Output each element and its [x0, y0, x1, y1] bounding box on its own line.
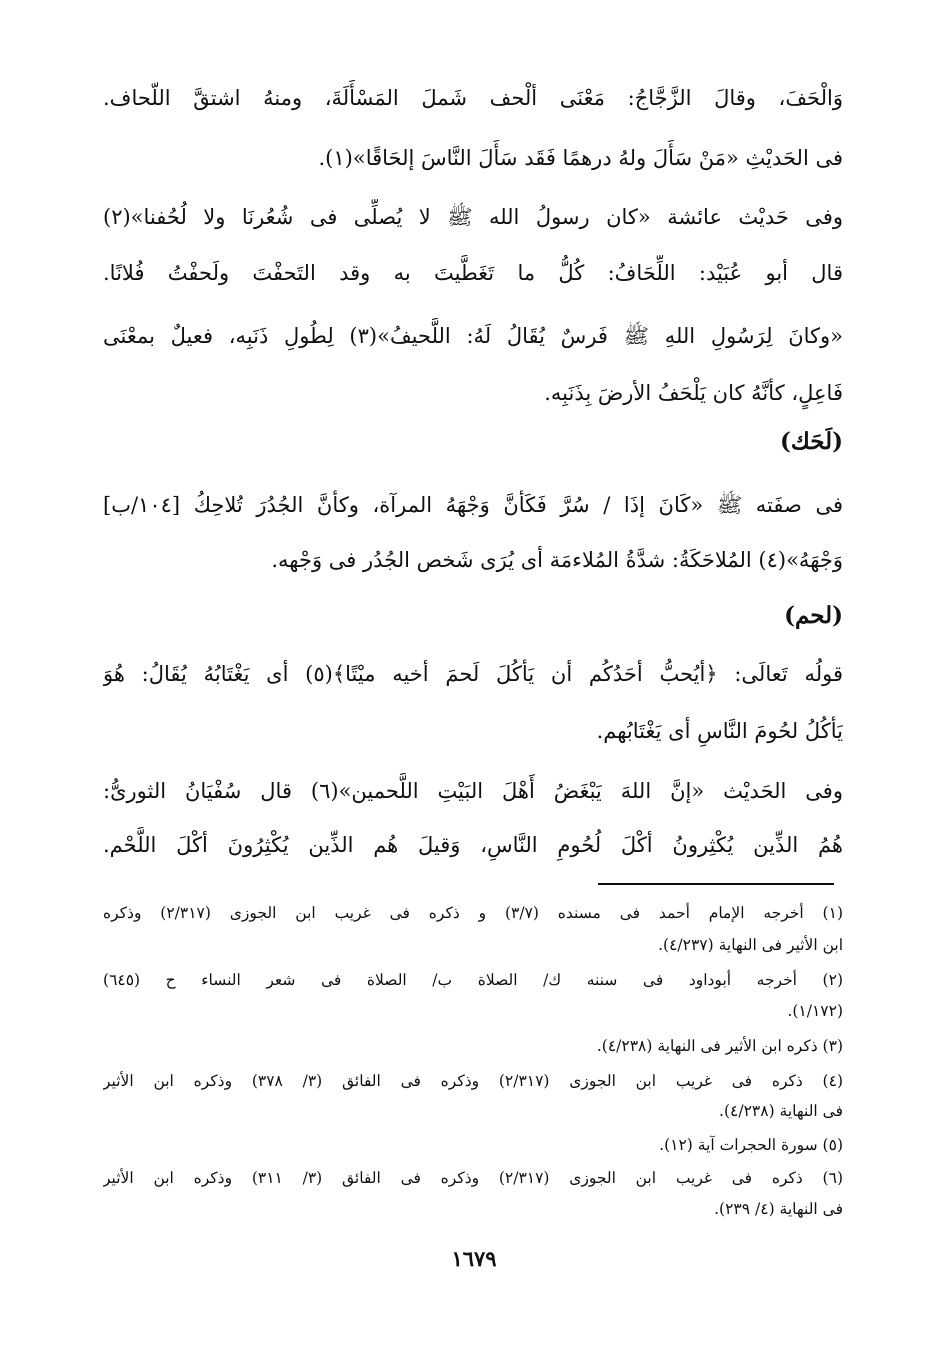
body-line: وفى حَديْث عائشة «كان رسولُ الله ﷺ لا يُصلِّى فى شُعُرنَا ولا لُحُفنا»(٢) [103, 205, 843, 229]
body-line: وفى الحَديْث «إنَّ اللهَ يَبْغَضُ أَهْلَ البَيْتِ اللَّحمين»(٦) قال سُفْيَانُ الثورىُّ: [103, 779, 843, 803]
page-number: ١٦٧٩ [451, 1246, 497, 1271]
footnote-line: (٥) سورة الحجرات آية (١٢). [659, 1136, 843, 1154]
footnote-line: فى النهاية (٤/ ٢٣٩). [714, 1200, 843, 1218]
body-line: قال أبو عُبَيْد: اللِّحَافُ: كُلُّ ما تَغَطَّيتَ به وقد التَحفْتَ ولَحفْتُ فُلانًا. [103, 261, 843, 285]
footnote-separator [598, 883, 834, 885]
body-line: وَالْحَفَ، وقالَ الزَّجَّاجُ: مَعْنَى ألْحف شَملَ المَسْأَلَةَ، ومنهُ اشتقَّ اللّحاف. [103, 86, 843, 110]
section-heading-lahak: (لَحَك) [779, 428, 843, 455]
footnote-line: فى النهاية (٤/٢٣٨). [719, 1102, 843, 1120]
footnote-line: (١/١٧٢). [787, 1002, 843, 1020]
body-line: فَاعِلٍ، كأنَّهُ كان يَلْحَفُ الأرضَ بِذَنَبِه. [544, 381, 843, 405]
body-line: «وكانَ لِرَسُولِ اللهِ ﷺ فَرسٌ يُقَالُ لَهُ: اللَّحيفُ»(٣) لِطُولِ ذَنَبِه، فعيلٌ بمعْنَى [103, 324, 843, 348]
footnote-line: ابن الأثير فى النهاية (٤/٢٣٧). [658, 936, 843, 954]
body-line: فى صفَته ﷺ «كَانَ إذَا / سُرَّ فَكَأنَّ وَجْهَهُ المرآة، وكأنَّ الجُدُرَ تُلاحِكُ [١٠٤/ب] [103, 493, 843, 517]
footnote-line: (١) أخرجه الإمام أحمد فى مسنده (٣/٧) و ذكره فى غريب ابن الجوزى (٢/٣١٧) وذكره [103, 904, 843, 922]
body-line: قولُه تَعالَى: ﴿أيُحبُّ أحَدُكُم أن يَأكُلَ لَحمَ أخيه ميْتًا﴾(٥) أى يَغْتَابُهُ يُقَالُ: هُوَ [103, 662, 843, 686]
footnote-line: (٤) ذكره فى غريب ابن الجوزى (٢/٣١٧) وذكره فى الفائق (٣/ ٣٧٨) وذكره ابن الأثير [103, 1072, 843, 1090]
body-line: يَأكُلُ لحُومَ النَّاسِ أى يَغْتَابُهم. [596, 719, 843, 743]
footnote-line: (٦) ذكره فى غريب ابن الجوزى (٢/٣١٧) وذكره فى الفائق (٣/ ٣١١) وذكره ابن الأثير [103, 1169, 843, 1187]
footnote-line: (٢) أخرجه أبوداود فى سننه ك/ الصلاة ب/ الصلاة فى شعر النساء ح (٦٤٥) [103, 971, 843, 989]
body-line: هُمُ الذِّين يُكْثِرونُ أكْلَ لُحُومِ النَّاسِ، وَقيلَ هُم الذِّين يُكْثِرُونَ أكْلَ اللَّحْم. [103, 833, 843, 857]
body-line: وَجْهَهُ»(٤) المُلاحَكَةُ: شدَّةُ المُلاءمَة أى يُرَى شَخص الجُدُر فى وَجْهه. [271, 548, 843, 572]
section-heading-lahm: (لحم) [784, 602, 843, 629]
body-line: فى الحَديْثِ «مَنْ سَأَلَ ولهُ درهمًا فَقَد سَأَلَ النَّاسَ إلحَاقًا»(١). [318, 146, 843, 170]
footnote-line: (٣) ذكره ابن الأثير فى النهاية (٤/٢٣٨). [596, 1037, 843, 1055]
